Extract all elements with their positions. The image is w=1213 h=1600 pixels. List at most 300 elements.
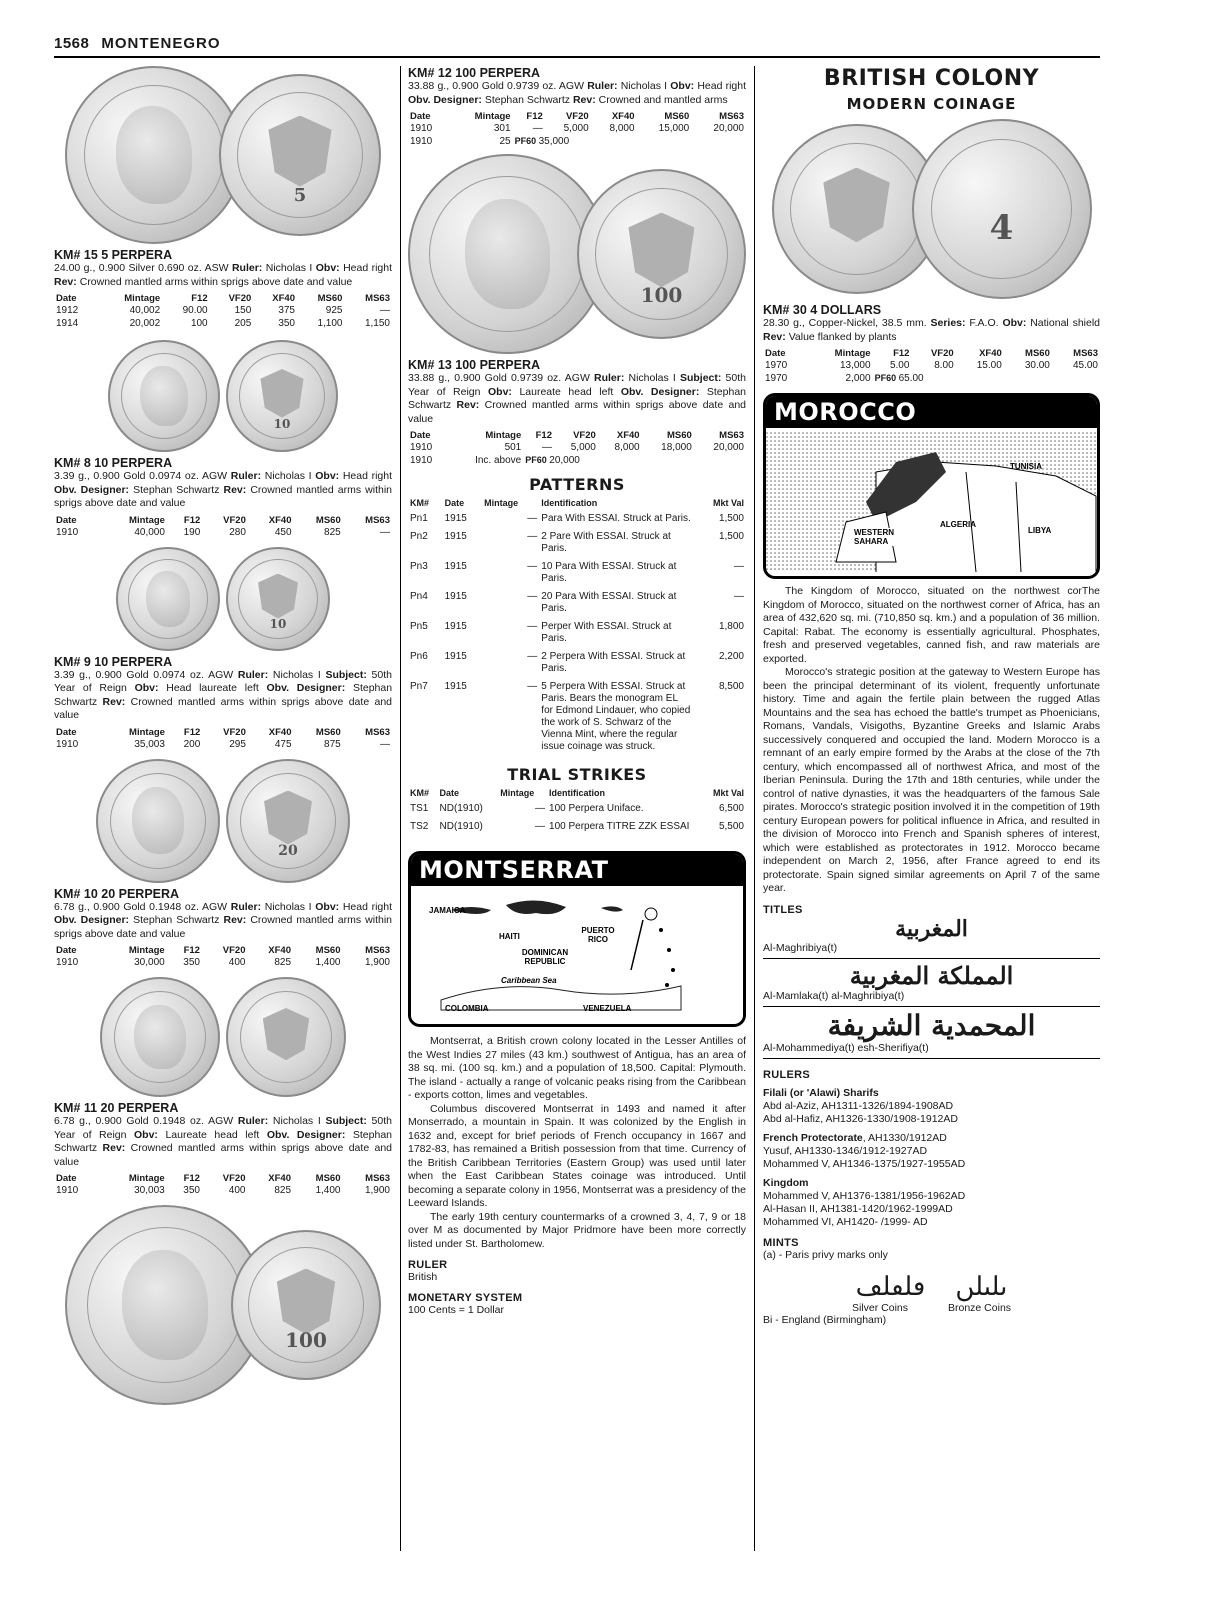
map-label: PUERTO RICO xyxy=(581,926,615,944)
column-header: Identification xyxy=(541,498,598,508)
coin-obverse xyxy=(108,340,220,452)
table-cell: 1915 xyxy=(444,651,467,662)
table-cell: 25 xyxy=(499,136,511,147)
table-cell: — xyxy=(535,803,546,814)
montserrat-text xyxy=(408,1035,746,1251)
km9-description: 3.39 g., 0.900 Gold 0.0974 oz. AGW Ruler: Nicholas I Subject: 50th Year of Reign Obv: Head laureate left Obv. Designer: Stephan Schwartz Rev: Crowned mantled arms within sprigs above date and value xyxy=(54,668,393,721)
column-header: Mintage xyxy=(485,430,522,441)
coin-image-km8 xyxy=(54,340,392,452)
table-cell: 20,000 xyxy=(713,442,744,453)
table-cell: 1910 xyxy=(56,738,79,750)
table-row xyxy=(408,559,746,589)
column-header: MS63 xyxy=(365,726,390,738)
table-cell: 90.00 xyxy=(182,305,208,316)
column-header: Mkt Val xyxy=(712,788,744,798)
table-cell: 1910 xyxy=(410,455,433,466)
table-cell: 20 Para With ESSAI. Struck at Paris. xyxy=(541,591,677,614)
title-entry xyxy=(763,961,1100,1007)
map-label: Caribbean Sea xyxy=(501,976,557,985)
ruler-entry: Abd al-Aziz, AH1311-1326/1894-1908AD xyxy=(763,1099,954,1112)
coin-image-km9 xyxy=(54,547,392,651)
table-cell: — xyxy=(734,591,744,602)
paragraph: The Kingdom of Morocco, situated on the northwest corThe Kingdom of Morocco, situated on the northwest corner of Africa, has an area of 432,620 sq. mi. (710,850 sq. km.) and a population of 36 million. Capital: Rabat. The economy is essentially agricultural. Phosphates, fresh and preserved vegetables, canned fish, and raw materials are exported. xyxy=(763,585,1100,665)
table-cell: 2,000 xyxy=(845,373,871,384)
coin-reverse: 10 xyxy=(226,340,338,452)
table-cell: 450 xyxy=(274,526,292,538)
column-header: Date xyxy=(765,348,786,359)
map-label: HAITI xyxy=(499,932,520,941)
table-cell: 5 Perpera With ESSAI. Struck at Paris. Bears the monogram EL for Edmond Lindauer, who copied the work of S. Schwarz of the Vienna Mint, where the regular issue coinage was struck. xyxy=(541,681,691,752)
table-cell: TS2 xyxy=(410,821,429,832)
table-cell: 1910 xyxy=(410,123,433,134)
table-cell: 30,000 xyxy=(134,957,165,968)
table-row xyxy=(408,619,746,649)
column-header: F12 xyxy=(183,1173,200,1184)
km12-table xyxy=(408,111,746,148)
table-cell: 18,000 xyxy=(661,442,692,453)
mint-marks xyxy=(763,1272,1100,1302)
trial-strikes-heading: TRIAL STRIKES xyxy=(507,765,647,784)
coin-image-km30 xyxy=(763,119,1100,299)
table-cell: 501 xyxy=(504,442,522,453)
table-cell: Para With ESSAI. Struck at Paris. xyxy=(541,513,691,524)
table-row xyxy=(408,589,746,619)
table-row xyxy=(408,454,746,467)
table-cell: 40,000 xyxy=(134,526,165,538)
table-cell: 375 xyxy=(278,305,295,316)
title-transliteration: Al-Mohammediya(t) esh-Sherifiya(t) xyxy=(763,1041,929,1054)
column-header: MS63 xyxy=(365,945,390,956)
table-cell: 1,900 xyxy=(364,1185,390,1196)
km11-title: KM# 11 20 PERPERA xyxy=(54,1101,179,1115)
column-header: Mintage xyxy=(474,111,511,122)
km13-description: 33.88 g., 0.900 Gold 0.9739 oz. AGW Ruler: Nicholas I Subject: 50th Year of Reign Obv: Laureate head left Obv. Designer: Stephan Schwartz Rev: Crowned mantled arms within sprigs above date and value xyxy=(408,372,747,425)
montserrat-map-title: MONTSERRAT xyxy=(411,854,743,886)
column-header: MS60 xyxy=(1025,348,1050,359)
km9-table xyxy=(54,727,392,751)
mint-mark-captions xyxy=(763,1302,1100,1314)
table-cell: PF60 20,000 xyxy=(525,455,580,466)
table-cell: — xyxy=(380,305,390,316)
table-row xyxy=(763,359,1100,372)
table-cell: PF60 35,000 xyxy=(514,136,570,147)
table-cell: 2,200 xyxy=(718,651,744,662)
column-header: VF20 xyxy=(228,293,252,304)
patterns-heading: PATTERNS xyxy=(529,475,625,494)
table-row xyxy=(54,738,392,751)
coin-reverse: 4 xyxy=(912,119,1092,299)
title-transliteration: Al-Mamlaka(t) al-Maghribiya(t) xyxy=(763,989,905,1002)
table-cell: ND(1910) xyxy=(439,821,483,832)
table-cell: 875 xyxy=(324,738,341,750)
table-cell: 1910 xyxy=(56,526,79,538)
column-header: MS63 xyxy=(719,111,744,122)
table-cell: 1970 xyxy=(765,360,788,371)
ruler-entry: Yusuf, AH1330-1346/1912-1927AD xyxy=(763,1144,928,1157)
coin-reverse: 10 xyxy=(226,547,330,651)
table-cell: Pn6 xyxy=(410,651,428,662)
km8-title: KM# 8 10 PERPERA xyxy=(54,456,173,470)
km9-title: KM# 9 10 PERPERA xyxy=(54,654,173,669)
table-cell: 1910 xyxy=(56,957,79,968)
table-cell: — xyxy=(527,531,538,542)
column-header: VF20 xyxy=(223,726,246,738)
table-cell: 1915 xyxy=(444,561,467,572)
table-cell: 1,150 xyxy=(364,318,390,329)
north-africa-map-graphic xyxy=(766,432,1097,572)
map-label: VENEZUELA xyxy=(583,1004,632,1013)
table-cell: 190 xyxy=(183,526,201,538)
km11-table xyxy=(54,1173,392,1197)
table-cell: 350 xyxy=(183,957,200,968)
morocco-map xyxy=(763,393,1100,579)
paragraph: Columbus discovered Montserrat in 1493 and named it after Monserrado, a mountain in Spain. It was colonized by the English in 1632 and, except for brief periods of French occupancy in 1667 and 1782-83, has remained a British possession from that time. Currency of the British Caribbean Territories (Eastern Group) was used until later when the East Caribbean States coinage was introduced. Until becoming a separate colony in 1956, Montserrat was a presidency of the Leeward Islands. xyxy=(408,1102,746,1209)
table-cell: 8.00 xyxy=(934,360,954,371)
coin-obverse xyxy=(100,977,220,1097)
page-number: 1568 xyxy=(54,35,90,52)
table-cell: — xyxy=(541,442,552,453)
table-cell: ND(1910) xyxy=(439,803,483,814)
ruler-entry: Mohammed V, AH1346-1375/1927-1955AD xyxy=(763,1157,966,1170)
arabic-title: المحمدية الشريفة xyxy=(827,1008,1036,1042)
km30-table xyxy=(763,348,1100,385)
table-cell: Pn1 xyxy=(410,513,428,524)
table-cell: 400 xyxy=(228,957,246,968)
km15-description: 24.00 g., 0.900 Silver 0.690 oz. ASW Ruler: Nicholas I Obv: Head right Rev: Crowned mantled arms within sprigs above date and value xyxy=(54,262,393,288)
column-header: KM# xyxy=(410,498,430,508)
map-label: COLOMBIA xyxy=(445,1004,489,1013)
table-cell: 1,400 xyxy=(315,1185,341,1196)
km12-title: KM# 12 100 PERPERA xyxy=(408,66,541,80)
column-header: MS63 xyxy=(365,514,390,526)
column-header: VF20 xyxy=(223,514,246,526)
table-cell: 10 Para With ESSAI. Struck at Paris. xyxy=(541,561,677,584)
table-cell: PF60 65.00 xyxy=(874,373,924,384)
column-header: Mkt Val xyxy=(712,498,744,508)
coin-image-km10 xyxy=(54,759,392,883)
table-cell: 2 Perpera With ESSAI. Struck at Paris. xyxy=(541,651,686,674)
table-cell: 925 xyxy=(325,305,343,316)
title-transliteration: Al-Maghribiya(t) xyxy=(763,941,838,954)
table-cell: 1,500 xyxy=(718,513,744,524)
table-cell: — xyxy=(527,681,538,692)
column-header: Mintage xyxy=(834,348,871,359)
column-header: VF20 xyxy=(573,430,596,441)
column-header: XF40 xyxy=(611,111,635,122)
arabic-title: المملكة المغربية xyxy=(849,960,1014,990)
column-header: F12 xyxy=(183,514,201,526)
table-row xyxy=(763,372,1100,385)
km11-description: 6.78 g., 0.900 Gold 0.1948 oz. AGW Ruler: Nicholas I Subject: 50th Year of Reign Obv: Laureate head left Obv. Designer: Stephan Schwartz Rev: Crowned mantled arms within sprigs above date and value xyxy=(54,1115,393,1168)
column-header: Date xyxy=(56,514,77,526)
silver-coins-caption: Silver Coins xyxy=(851,1301,908,1314)
table-row xyxy=(54,304,392,317)
table-cell: — xyxy=(527,513,538,524)
table-cell: 1915 xyxy=(444,591,467,602)
table-cell: — xyxy=(527,591,538,602)
table-cell: 1,900 xyxy=(364,957,390,968)
table-cell: — xyxy=(380,526,390,538)
table-cell: 1915 xyxy=(444,513,467,524)
column-header: XF40 xyxy=(268,1173,292,1184)
column-header: MS63 xyxy=(1073,348,1098,359)
paragraph: Montserrat, a British crown colony located in the Lesser Antilles of the West Indies 27 miles (43 km.) southwest of Antigua, has an area of 38 sq. mi. (100 sq. km.) and a population of 18,500. Capital: Plymouth. The island - actually a range of volcanic peaks rising from the Caribbean - exports cotton, limes and vegetables. xyxy=(408,1035,746,1101)
table-cell: 1970 xyxy=(765,373,788,384)
table-cell: — xyxy=(535,821,546,832)
ruler-group xyxy=(763,1087,1100,1126)
km8-table xyxy=(54,515,392,539)
table-row xyxy=(408,529,746,559)
table-cell: 100 xyxy=(190,318,208,329)
table-cell: 1915 xyxy=(444,681,467,692)
column-header: Date xyxy=(439,788,460,798)
coin-reverse: 5 xyxy=(219,74,381,236)
column-header: MS63 xyxy=(365,1173,390,1184)
column-header: XF40 xyxy=(272,293,295,304)
km12-description: 33.88 g., 0.900 Gold 0.9739 oz. AGW Ruler: Nicholas I Obv: Head right Obv. Designer: Stephan Schwartz Rev: Crowned and mantled arms xyxy=(408,80,747,106)
silver-mint-mark-icon: ڡلڡلڡ xyxy=(855,1271,926,1302)
table-row xyxy=(408,801,746,819)
table-cell: 5,000 xyxy=(563,123,589,134)
table-cell: 5.00 xyxy=(889,360,910,371)
table-row xyxy=(408,441,746,454)
table-cell: 1912 xyxy=(56,305,79,316)
column-header: VF20 xyxy=(565,111,589,122)
column-header: MS60 xyxy=(664,111,690,122)
table-cell: 30.00 xyxy=(1024,360,1050,371)
column-header: MS63 xyxy=(719,430,744,441)
table-cell: — xyxy=(380,738,390,750)
km8-description: 3.39 g., 0.900 Gold 0.0974 oz. AGW Ruler: Nicholas I Obv: Head right Obv. Designer: Stephan Schwartz Rev: Crowned mantled arms within sprigs above date and value xyxy=(54,470,393,509)
table-cell: 475 xyxy=(274,738,292,750)
table-cell: 1915 xyxy=(444,531,467,542)
table-cell: — xyxy=(527,621,538,632)
column-header: MS60 xyxy=(315,514,341,526)
column-middle xyxy=(408,66,746,1317)
ruler-entry: Abd al-Hafiz, AH1326-1330/1908-1912AD xyxy=(763,1112,958,1125)
bronze-mint-mark-icon: ںلںلں xyxy=(955,1271,1008,1302)
column-header: VF20 xyxy=(222,945,246,956)
table-cell: 1914 xyxy=(56,318,79,329)
table-cell: 825 xyxy=(274,1185,292,1196)
map-label: DOMINICAN REPUBLIC xyxy=(521,948,569,966)
column-header: F12 xyxy=(183,945,200,956)
column-left xyxy=(54,66,392,1405)
table-cell: Perper With ESSAI. Struck at Paris. xyxy=(541,621,672,644)
table-cell: 100 Perpera Uniface. xyxy=(549,803,644,814)
coin-obverse xyxy=(116,547,220,651)
coin-obverse xyxy=(96,759,220,883)
table-cell: 825 xyxy=(274,957,292,968)
table-row xyxy=(408,649,746,679)
table-cell: 1,400 xyxy=(315,957,341,968)
column-header: Mintage xyxy=(129,726,165,738)
column-header: Date xyxy=(444,498,465,508)
column-header: Date xyxy=(410,111,431,122)
ruler-group xyxy=(763,1132,1100,1171)
column-header: F12 xyxy=(526,111,543,122)
table-cell: 350 xyxy=(278,318,295,329)
table-cell: 2 Pare With ESSAI. Struck at Paris. xyxy=(541,531,671,554)
table-cell: 295 xyxy=(229,738,246,750)
trial-strikes-table xyxy=(408,788,746,837)
ruler-group-heading: Kingdom xyxy=(763,1176,809,1189)
country-heading: MONTENEGRO xyxy=(101,35,221,52)
title-entry xyxy=(763,916,1100,959)
column-right xyxy=(763,66,1100,1327)
title-entry xyxy=(763,1009,1100,1059)
table-cell: Pn5 xyxy=(410,621,428,632)
table-cell: 20,002 xyxy=(129,318,161,329)
km30-description: 28.30 g., Copper-Nickel, 38.5 mm. Series: F.A.O. Obv: National shield Rev: Value flanked by plants xyxy=(763,317,1101,343)
table-cell: 1,800 xyxy=(718,621,744,632)
titles-heading: TITLES xyxy=(763,903,803,916)
ruler-group-heading: French Protectorate, AH1330/1912AD xyxy=(763,1131,947,1144)
table-cell: Pn7 xyxy=(410,681,428,692)
table-cell: 5,500 xyxy=(718,821,744,832)
table-cell: 15.00 xyxy=(976,360,1002,371)
km15-table xyxy=(54,293,392,330)
column-header: KM# xyxy=(410,788,430,798)
ruler-entry: Al-Hasan II, AH1381-1420/1962-1999AD xyxy=(763,1202,953,1215)
rulers-list xyxy=(763,1087,1100,1229)
column-header: Identification xyxy=(549,788,606,798)
ruler-group-heading: Filali (or 'Alawi) Sharifs xyxy=(763,1086,879,1099)
table-cell: — xyxy=(734,561,744,572)
column-header: MS60 xyxy=(317,293,343,304)
coin-reverse: 100 xyxy=(577,169,746,339)
table-row xyxy=(408,679,746,757)
coin-image-km15 xyxy=(54,66,392,244)
column-header: Mintage xyxy=(124,293,161,304)
column-header: VF20 xyxy=(930,348,954,359)
column-divider xyxy=(754,66,755,1551)
km30-title: KM# 30 4 DOLLARS xyxy=(763,303,882,317)
table-cell: 200 xyxy=(183,738,201,750)
map-label: ALGERIA xyxy=(940,520,976,529)
table-cell: 8,500 xyxy=(718,681,744,692)
table-cell: 205 xyxy=(234,318,252,329)
table-cell: Inc. above xyxy=(475,455,522,466)
rulers-heading: RULERS xyxy=(763,1068,811,1081)
column-header: F12 xyxy=(191,293,208,304)
column-header: Mintage xyxy=(128,945,165,956)
column-header: MS60 xyxy=(666,430,692,441)
column-header: F12 xyxy=(535,430,552,441)
coin-image-km10-photo xyxy=(54,977,392,1097)
km15-title: KM# 15 5 PERPERA xyxy=(54,248,173,262)
table-cell: 20,000 xyxy=(713,123,744,134)
paragraph: The early 19th century countermarks of a crowned 3, 4, 7, 9 or 18 over M as documented by Major Pridmore have been more correctly listed under St. Bartholomew. xyxy=(408,1210,746,1250)
arabic-title: المغربية xyxy=(895,915,968,942)
column-header: XF40 xyxy=(979,348,1002,359)
map-label: JAMAICA xyxy=(429,906,466,915)
table-cell: 350 xyxy=(183,1185,200,1196)
table-cell: Pn4 xyxy=(410,591,428,602)
table-row xyxy=(408,135,746,148)
table-cell: 280 xyxy=(229,526,246,538)
table-cell: 1,500 xyxy=(718,531,744,542)
column-header: Date xyxy=(56,293,77,304)
patterns-table xyxy=(408,498,746,757)
ruler-entry: Mohammed VI, AH1420- /1999- AD xyxy=(763,1215,928,1228)
table-cell: — xyxy=(527,651,538,662)
coin-reverse: 20 xyxy=(226,759,350,883)
table-cell: 6,500 xyxy=(718,803,744,814)
mint-mark-a: (a) - Paris privy marks only xyxy=(763,1248,888,1261)
monetary-heading: MONETARY SYSTEM xyxy=(408,1292,523,1304)
column-header: VF20 xyxy=(222,1173,246,1184)
table-cell: 825 xyxy=(324,526,341,538)
table-row xyxy=(54,526,392,539)
column-header: F12 xyxy=(893,348,910,359)
km13-table xyxy=(408,430,746,467)
column-header: XF40 xyxy=(268,514,292,526)
coin-reverse xyxy=(226,977,346,1097)
table-row xyxy=(408,122,746,135)
monetary-value: 100 Cents = 1 Dollar xyxy=(408,1304,505,1316)
modern-coinage-subtitle: MODERN COINAGE xyxy=(846,95,1017,113)
table-cell: — xyxy=(527,561,538,572)
table-cell: 301 xyxy=(493,123,511,134)
column-divider xyxy=(400,66,401,1551)
table-cell: 35,003 xyxy=(134,738,165,750)
table-cell: 40,002 xyxy=(129,305,161,316)
column-header: Date xyxy=(56,945,77,956)
table-cell: 400 xyxy=(228,1185,246,1196)
table-cell: 13,000 xyxy=(839,360,871,371)
mint-mark-bi: Bi - England (Birmingham) xyxy=(763,1313,887,1326)
column-header: Mintage xyxy=(128,1173,165,1184)
mints-heading: MINTS xyxy=(763,1236,799,1249)
km13-title: KM# 13 100 PERPERA xyxy=(408,358,541,372)
column-header: Mintage xyxy=(129,514,165,526)
column-header: MS63 xyxy=(365,293,390,304)
map-label: WESTERN SAHARA xyxy=(854,528,900,546)
table-cell: Pn3 xyxy=(410,561,428,572)
table-row xyxy=(54,1184,392,1197)
table-cell: Pn2 xyxy=(410,531,428,542)
table-cell: 1910 xyxy=(56,1185,79,1196)
morocco-map-title: MOROCCO xyxy=(766,396,1097,428)
km10-description: 6.78 g., 0.900 Gold 0.1948 oz. AGW Ruler: Nicholas I Obv: Head right Obv. Designer: Stephan Schwartz Rev: Crowned mantled arms within sprigs above date and value xyxy=(54,900,393,940)
bronze-coins-caption: Bronze Coins xyxy=(948,1301,1012,1314)
column-header: XF40 xyxy=(268,945,292,956)
table-row xyxy=(54,317,392,330)
table-cell: 1910 xyxy=(410,136,433,147)
page-header xyxy=(54,32,1100,58)
map-label: TUNISIA xyxy=(1010,462,1042,471)
ruler-entry: Mohammed V, AH1376-1381/1956-1962AD xyxy=(763,1189,966,1202)
column-header: XF40 xyxy=(268,726,292,738)
table-cell: 100 Perpera TITRE ZZK ESSAI xyxy=(549,821,690,832)
column-header: Mintage xyxy=(484,498,519,508)
table-cell: 5,000 xyxy=(570,442,596,453)
column-header: XF40 xyxy=(616,430,640,441)
table-cell: — xyxy=(532,123,543,134)
table-cell: 150 xyxy=(234,305,252,316)
coin-reverse: 100 xyxy=(231,1230,381,1380)
column-header: Date xyxy=(410,430,431,441)
table-row xyxy=(408,511,746,529)
ruler-value: British xyxy=(408,1271,438,1283)
column-header: MS60 xyxy=(315,726,341,738)
km10-table xyxy=(54,945,392,969)
british-colony-title: BRITISH COLONY xyxy=(823,66,1040,91)
ruler-heading: RULER xyxy=(408,1259,448,1271)
coin-obverse xyxy=(65,66,243,244)
column-header: Date xyxy=(56,726,77,738)
